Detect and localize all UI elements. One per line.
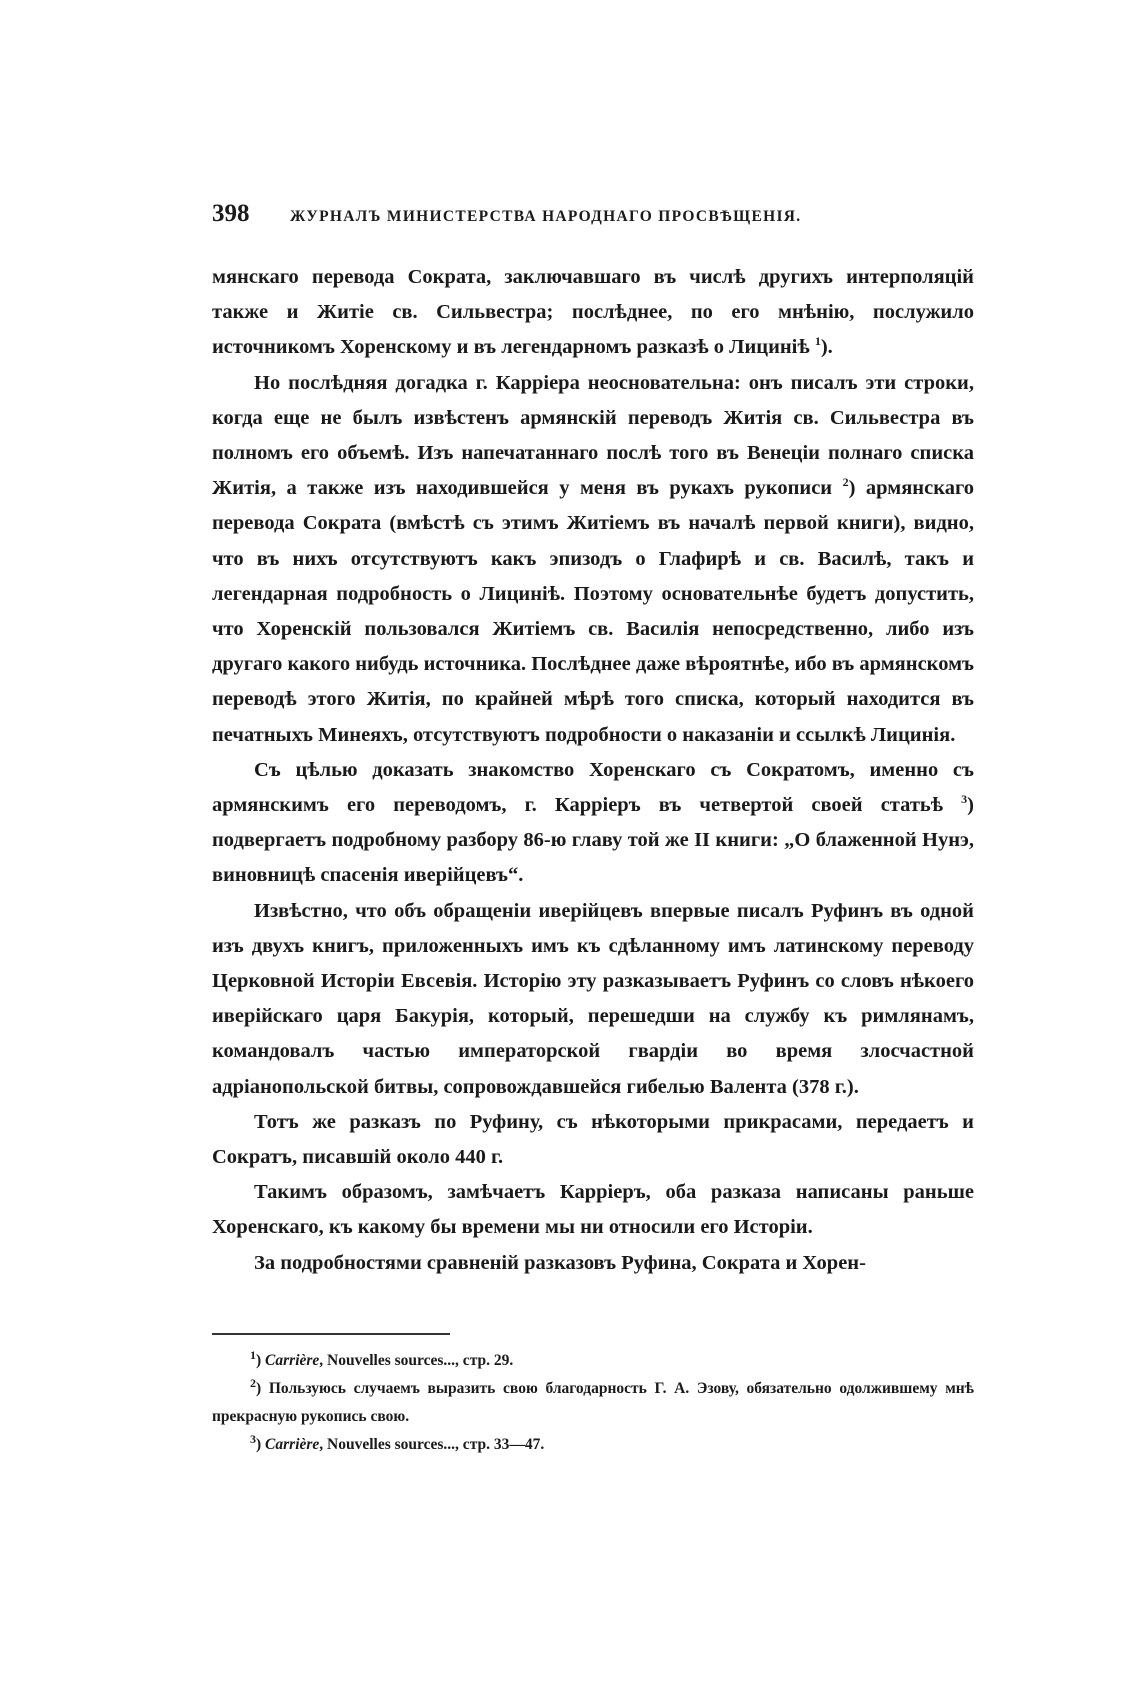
footnote-ref-3: 3 xyxy=(961,792,968,807)
paragraph-5: Тотъ же разказъ по Руфину, съ нѣкоторыми прикрасами, передаетъ и Сократъ, писавшій около 440 г. xyxy=(212,1110,974,1169)
footnotes xyxy=(212,1347,974,1459)
paragraph-3: Съ цѣлью доказать знакомство Хоренскаго съ Сократомъ, именно съ армянскимъ его переводомъ, г. Карріеръ въ четвертой своей статьѣ $^3$) подвергаетъ подробному разбору 86-ю главу той же II книги: „О блаженной Нунэ, виновницѣ спасенія иверійцевъ“. xyxy=(212,758,974,887)
footnote-3: $^3$) Carrière, Nouvelles sources..., стр. 33—47. xyxy=(250,1431,545,1453)
body-text xyxy=(212,260,974,1281)
paragraph-1: мянскаго перевода Сократа, заключавшаго въ числѣ другихъ интерполяцій также и Житіе св. Сильвестра; послѣднее, по его мнѣнію, послужило источникомъ Хоренскому и въ легендарномъ разказѣ о Лициніѣ $^1$). xyxy=(212,266,974,359)
footnote-1: $^1$) Carrière, Nouvelles sources..., стр. 29. xyxy=(250,1347,514,1369)
footnote-divider xyxy=(212,1333,450,1335)
paragraph-2: Но послѣдняя догадка г. Карріера неосновательна: онъ писалъ эти строки, когда еще не былъ извѣстенъ армянскій переводъ Житія св. Сильвестра въ полномъ его объемѣ. Изъ напечатаннаго послѣ того въ Венеціи полнаго списка Житія, а также изъ находившейся у меня въ рукахъ рукописи $^2$) армянскаго перевода Сократа (вмѣстѣ съ этимъ Житіемъ въ началѣ первой книги), видно, что въ нихъ отсутствуютъ какъ эпизодъ о Глафирѣ и св. Василѣ, такъ и легендарная подробность о Лициніѣ. Поэтому основательнѣе будетъ допустить, что Хоренскій пользовался Житіемъ св. Василія непосредственно, либо изъ другаго какого нибудь источника. Послѣднее даже вѣроятнѣе, ибо въ армянскомъ переводѣ этого Житія, по крайней мѣрѣ того списка, который находится въ печатныхъ Минеяхъ, отсутствуютъ подробности о наказаніи и ссылкѣ Лицинія. xyxy=(212,371,974,746)
paragraph-6: Такимъ образомъ, замѣчаетъ Карріеръ, оба разказа написаны раньше Хоренскаго, къ какому бы времени мы ни относили его Исторіи. xyxy=(212,1181,974,1239)
footnote-2: $^2$) Пользуюсь случаемъ выразить свою благодарность Г. А. Эзову, обязательно одолжившему мнѣ прекрасную рукопись свою. xyxy=(212,1375,974,1425)
footnote-ref-1: 1 xyxy=(814,334,821,349)
page-number: 398 xyxy=(212,200,250,227)
footnote-ref-2: 2 xyxy=(842,475,849,490)
journal-title: ЖУРНАЛЪ МИНИСТЕРСТВА НАРОДНАГО ПРОСВѢЩЕНІЯ. xyxy=(290,208,802,225)
paragraph-7: За подробностями сравненій разказовъ Руфина, Сократа и Хорен- xyxy=(254,1251,866,1274)
running-head xyxy=(212,200,972,228)
paragraph-4: Извѣстно, что объ обращеніи иверійцевъ впервые писалъ Руфинъ въ одной изъ двухъ книгъ, приложенныхъ имъ къ сдѣланному имъ латинскому переводу Церковной Исторіи Евсевія. Исторію эту разказываетъ Руфинъ со словъ нѣкоего иверійскаго царя Бакурія, который, перешедши на службу къ римлянамъ, командовалъ частью императорской гвардіи во время злосчастной адріанопольской битвы, сопровождавшейся гибелью Валента (378 г.). xyxy=(212,899,974,1098)
